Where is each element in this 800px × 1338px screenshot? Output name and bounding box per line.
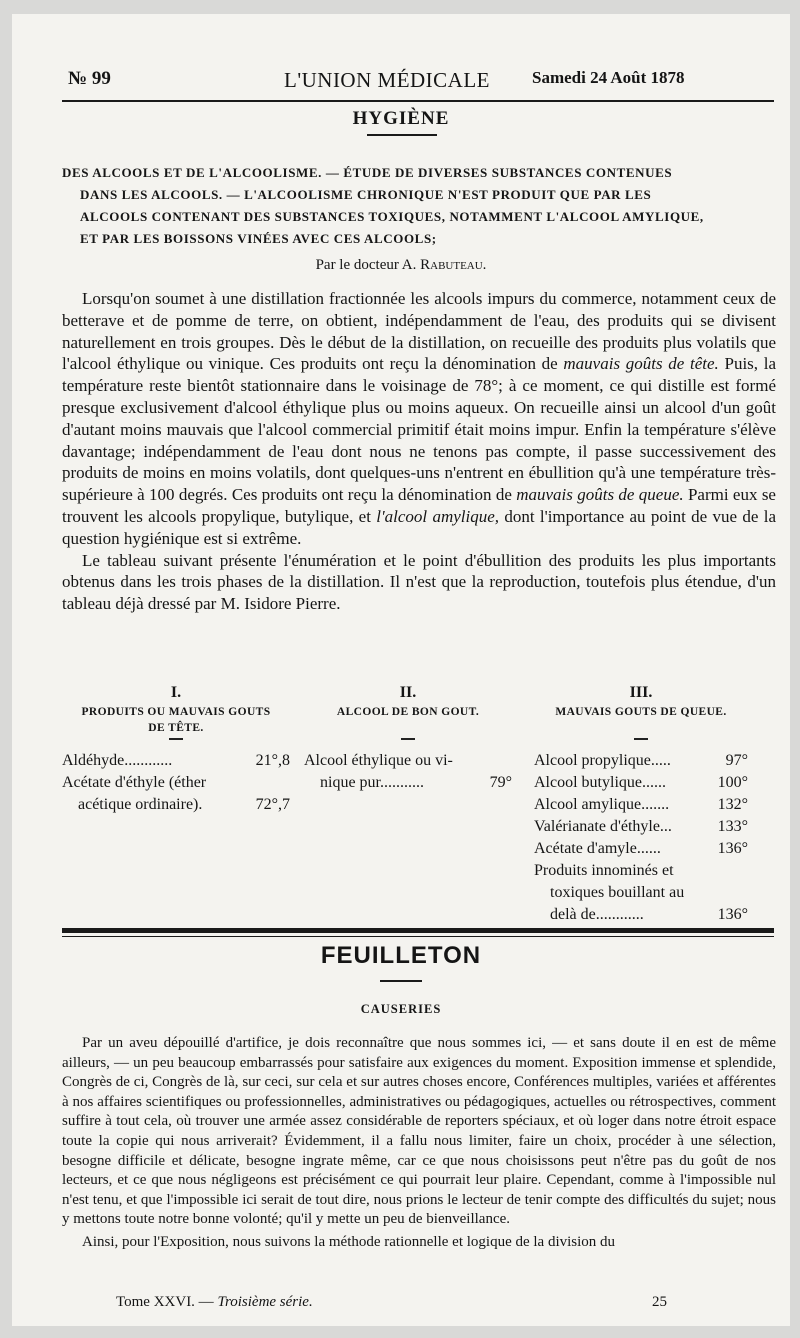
column-heading: DE TÊTE. bbox=[148, 722, 204, 734]
emphasis-text: mauvais goûts de queue. bbox=[516, 485, 684, 505]
table-row bbox=[534, 750, 748, 772]
column-rows bbox=[304, 750, 512, 794]
column-numeral: I. bbox=[170, 684, 182, 701]
substance-name: Produits innominés et bbox=[534, 862, 674, 879]
substance-name: delà de............ bbox=[550, 906, 644, 923]
table-row bbox=[62, 772, 290, 794]
feuilleton-paragraph: Ainsi, pour l'Exposition, nous suivons la méthode rationnelle et logique de la division du bbox=[82, 1233, 616, 1250]
boiling-point: 97° bbox=[725, 752, 748, 769]
substance-name: Acétate d'amyle...... bbox=[534, 840, 661, 857]
paragraph-text: dont l'importance au point de vue de la question hygiénique est si extrême. bbox=[62, 506, 777, 548]
volume-label: Tome XXVI. — bbox=[116, 1294, 218, 1310]
paragraph-text: Lorsqu'on soumet à une distillation fractionnée les alcools impurs du commerce, notamment ceux de betterave et de pomme de terre, on obtient, indépendamment de l'eau, des produits qui se divisent naturellement en trois groupes. Dès le début de la distillation, on recueille des produits plus volatils que l'alcool éthylique ou vinique. Ces produits ont reçu la dénomination de bbox=[62, 289, 776, 374]
boiling-point: 136° bbox=[717, 840, 748, 857]
paragraph-text: Puis, la température reste bientôt stationnaire dans le voisinage de 78°; à ce moment, ce qui distille est formé presque exclusivement d'alcool éthylique plus ou moins aqueux. On recueille ainsi un alcool d'un goût d'autant moins mauvais que l'alcool commercial primitif était moins impur. Enfin la température s'élève davantage; indépendamment de l'eau dont nous ne tenons pas compte, il passe successivement des produits de moins en moins volatils, dont quelques-uns n'entrent en ébullition qu'à une température très-supérieure à 100 degrés. Ces produits ont reçu la dénomination de bbox=[62, 354, 777, 505]
emphasis-text: mauvais goûts de tête. bbox=[563, 354, 719, 374]
table-row bbox=[304, 772, 512, 794]
author-name: Rabuteau. bbox=[420, 257, 487, 273]
table-column-3 bbox=[534, 684, 748, 926]
feuilleton-title-underline bbox=[380, 980, 422, 982]
substance-name: Alcool propylique..... bbox=[534, 752, 671, 769]
page-signature: 25 bbox=[652, 1294, 667, 1310]
emphasis-text: l'alcool amylique, bbox=[376, 506, 500, 526]
boiling-point: 132° bbox=[717, 796, 748, 813]
table-column-1 bbox=[62, 684, 290, 816]
table-column-2 bbox=[304, 684, 512, 794]
article-title-line: DES ALCOOLS ET DE L'ALCOOLISME. — ÉTUDE DE DIVERSES SUBSTANCES CONTENUES bbox=[62, 165, 673, 180]
article-paragraph: Le tableau suivant présente l'énumération et le point d'ébullition des produits les plus importants obtenus dans les trois phases de la distillation. Il n'est que la reproduction, toutefois plus étendue, d'un tableau déjà dressé par M. Isidore Pierre. bbox=[62, 550, 776, 614]
issue-number: № 99 bbox=[68, 68, 111, 89]
page-footer bbox=[116, 1294, 313, 1311]
article-title bbox=[62, 162, 777, 250]
table-row bbox=[62, 750, 290, 772]
series-label: Troisième série. bbox=[217, 1294, 313, 1310]
table-row bbox=[534, 860, 748, 882]
paragraph-text: Parmi eux se trouvent les alcools propylique, butylique, et bbox=[62, 485, 776, 526]
section-title-underline bbox=[367, 134, 437, 136]
byline bbox=[12, 257, 790, 274]
column-numeral: II. bbox=[399, 684, 417, 701]
table-row bbox=[534, 904, 748, 926]
column-rows bbox=[62, 750, 290, 816]
column-dash bbox=[401, 738, 415, 740]
newspaper-page bbox=[12, 14, 790, 1326]
substance-name: nique pur........... bbox=[320, 774, 424, 791]
column-heading: ALCOOL DE BON GOUT. bbox=[336, 706, 480, 718]
column-dash bbox=[169, 738, 183, 740]
column-dash bbox=[634, 738, 648, 740]
substance-name: Alcool éthylique ou vi- bbox=[304, 752, 453, 769]
boiling-point: 133° bbox=[717, 818, 748, 835]
feuilleton-body bbox=[62, 1034, 776, 1253]
feuilleton-rule-thick bbox=[62, 928, 774, 933]
article-paragraph bbox=[62, 288, 776, 550]
article-title-line: ET PAR LES BOISSONS VINÉES AVEC CES ALCOOLS; bbox=[80, 231, 437, 246]
boiling-point: 136° bbox=[717, 906, 748, 923]
header-rule bbox=[62, 100, 774, 102]
substance-name: Alcool butylique...... bbox=[534, 774, 666, 791]
table-row bbox=[534, 838, 748, 860]
section-title: HYGIÈNE bbox=[352, 108, 450, 129]
substance-name: Alcool amylique....... bbox=[534, 796, 670, 813]
substance-name: Valérianate d'éthyle... bbox=[534, 818, 672, 835]
distillation-table bbox=[62, 684, 776, 924]
feuilleton-subtitle: CAUSERIES bbox=[360, 1002, 442, 1016]
issue-date: Samedi 24 Août 1878 bbox=[532, 68, 685, 87]
article-body bbox=[62, 288, 776, 615]
table-row bbox=[62, 794, 290, 816]
table-row bbox=[304, 750, 512, 772]
boiling-point: 100° bbox=[717, 774, 748, 791]
journal-title: L'UNION MÉDICALE bbox=[284, 68, 491, 92]
substance-name: toxiques bouillant au bbox=[550, 884, 685, 901]
substance-name: Acétate d'éthyle (éther bbox=[62, 774, 207, 791]
boiling-point: 79° bbox=[489, 774, 512, 791]
article-title-line: ALCOOLS CONTENANT DES SUBSTANCES TOXIQUES, NOTAMMENT L'ALCOOL AMYLIQUE, bbox=[80, 209, 704, 224]
feuilleton-title: FEUILLETON bbox=[320, 942, 482, 969]
feuilleton-rule-thin bbox=[62, 936, 774, 937]
table-row bbox=[534, 816, 748, 838]
table-row bbox=[534, 794, 748, 816]
column-rows bbox=[534, 750, 748, 926]
table-row bbox=[534, 772, 748, 794]
boiling-point: 72°,7 bbox=[255, 796, 290, 813]
column-numeral: III. bbox=[629, 684, 653, 701]
substance-name: acétique ordinaire). bbox=[78, 796, 203, 813]
byline-prefix: Par le docteur A. bbox=[315, 257, 421, 273]
column-heading: MAUVAIS GOUTS DE QUEUE. bbox=[555, 706, 727, 718]
column-heading: PRODUITS OU MAUVAIS GOUTS bbox=[81, 706, 271, 718]
feuilleton-paragraph: Par un aveu dépouillé d'artifice, je dois reconnaître que nous sommes ici, — et sans doute il en est de même ailleurs, — un peu beaucoup embarrassés pour satisfaire aux exigences du moment. Exposition immense et splendide, Congrès de ci, Congrès de là, sur ceci, sur cela et sur autres choses encore, Conférences multiples, variées et afférentes à nos affaires scientifiques ou professionnelles, administratives ou pédagogiques, actuelles ou rétrospectives, comment suffire à tout cela, où trouver une armée assez considérable de reporters spéciaux, et où loger dans notre étroit espace toute la copie qui nous arriverait? Évidemment, il a fallu nous limiter, faire un choix, procéder à une sélection, besogne difficile et délicate, besogne ingrate même, car ce que nous choisissons peut n'être pas du goût de nos lecteurs, et ce que nous négligeons est précisément ce qui pourrait leur plaire. Cependant, comme à l'impossible nul n'est tenu, et que l'impossible ici serait de tout dire, nous prions le lecteur de tenir compte des difficultés du sujet; nous y mettons toute notre bonne volonté; qu'il y mette un peu de bienveillance. bbox=[62, 1035, 776, 1228]
substance-name: Aldéhyde............ bbox=[62, 752, 173, 769]
table-row bbox=[534, 882, 748, 904]
boiling-point: 21°,8 bbox=[255, 752, 290, 769]
article-title-line: DANS LES ALCOOLS. — L'ALCOOLISME CHRONIQUE N'EST PRODUIT QUE PAR LES bbox=[80, 187, 652, 202]
